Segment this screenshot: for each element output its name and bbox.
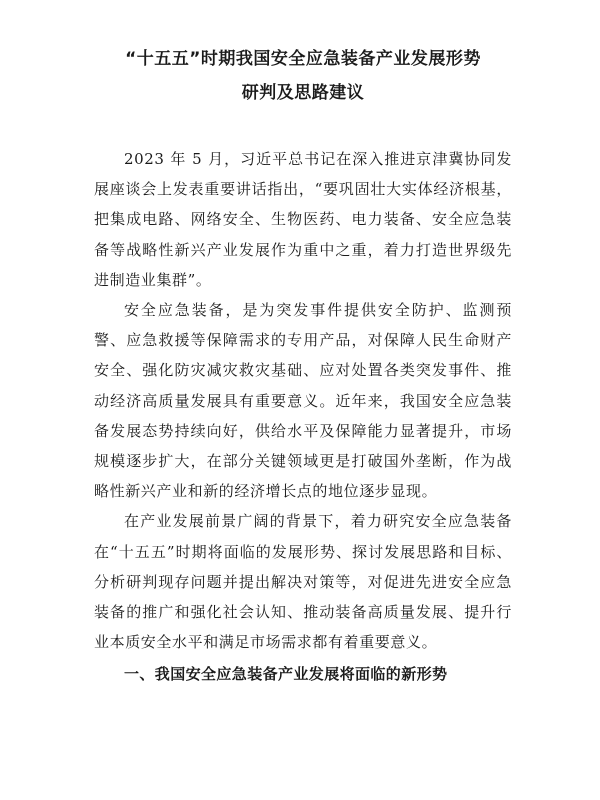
- paragraph-1: 2023 年 5 月，习近平总书记在深入推进京津冀协同发展座谈会上发表重要讲话指出，“要巩固壮大实体经济根基，把集成电路、网络安全、生物医药、电力装备、安全应急装备等战略性新兴产业发展作为重中之重，着力打造世界级先进制造业集群”。: [94, 150, 512, 289]
- title-spacer: [94, 110, 512, 144]
- section-heading-1: 一、我国安全应急装备产业发展将面临的新形势: [124, 665, 448, 684]
- title-line-2: 研判及思路建议: [241, 83, 365, 103]
- paragraph-2: 安全应急装备，是为突发事件提供安全防护、监测预警、应急救援等保障需求的专用产品，对保障人民生命财产安全、强化防灾减灾救灾基础、应对处置各类突发事件、推动经济高质量发展具有重要意义。近年来，我国安全应急装备发展态势持续向好，供给水平及保障能力显著提升，市场规模逐步扩大，在部分关键领域更是打破国外垄断，作为战略性新兴产业和新的经济增长点的地位逐步显现。: [94, 301, 512, 501]
- document-title: [94, 42, 512, 110]
- title-line-1: “十五五”时期我国安全应急装备产业发展形势: [125, 49, 481, 69]
- paragraph-3: 在产业发展前景广阔的背景下，着力研究安全应急装备在“十五五”时期将面临的发展形势、探讨发展思路和目标、分析研判现存问题并提出解决对策等，对促进先进安全应急装备的推广和强化社会认知、推动装备高质量发展、提升行业本质安全水平和满足市场需求都有着重要意义。: [94, 512, 512, 652]
